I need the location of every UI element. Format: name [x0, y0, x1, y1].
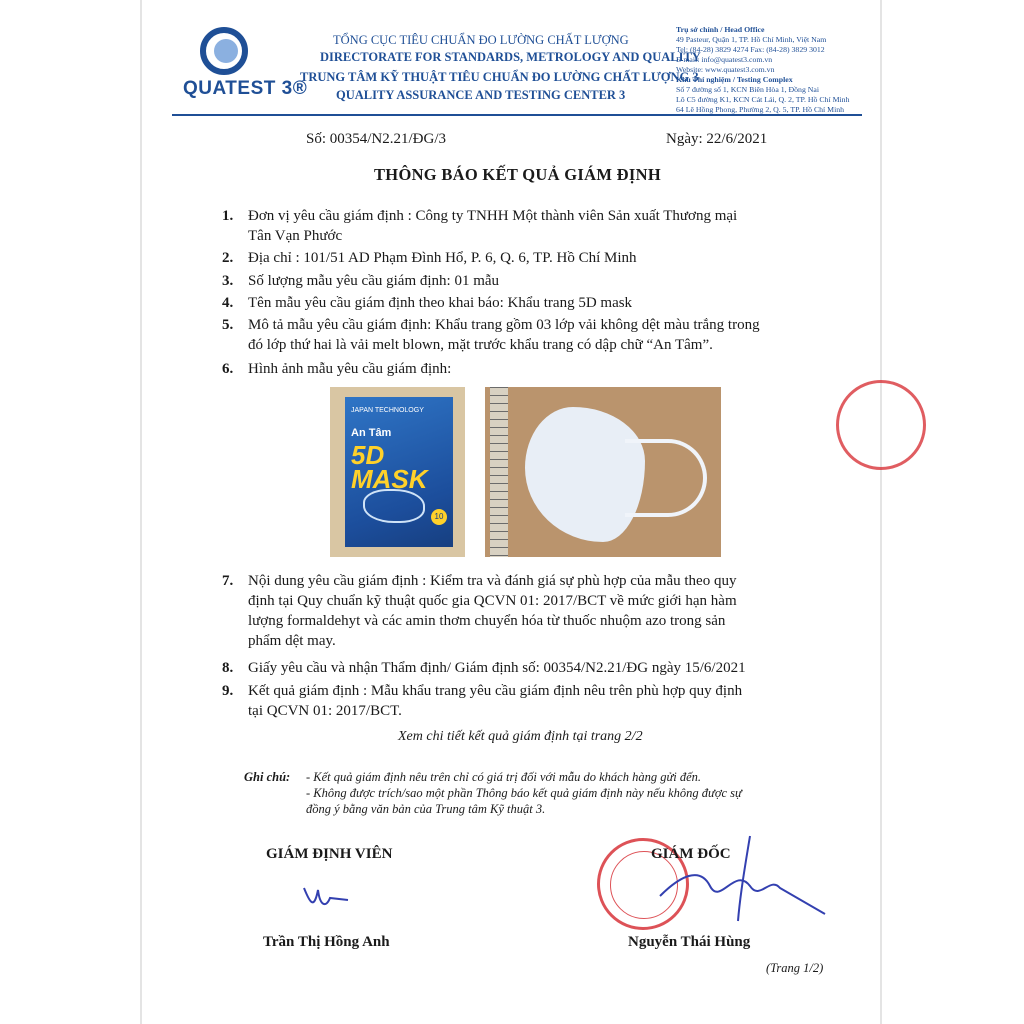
item-number: 6.	[222, 361, 234, 377]
item-3	[222, 271, 499, 291]
item-number: 9.	[222, 683, 234, 699]
document-title: THÔNG BÁO KẾT QUẢ GIÁM ĐỊNH	[374, 165, 661, 184]
quatest-logo-icon	[200, 27, 248, 75]
item-number: 7.	[222, 573, 234, 589]
note-line: - Kết quả giám định nêu trên chỉ có giá trị đối với mẫu do khách hàng gửi đến.	[306, 770, 702, 784]
item-7	[222, 571, 737, 651]
director-title: GIÁM ĐỐC	[651, 846, 731, 862]
see-more-note: Xem chi tiết kết quả giám định tại trang 2/2	[398, 729, 643, 744]
item-number: 1.	[222, 208, 234, 224]
item-4	[222, 293, 632, 313]
inspector-title: GIÁM ĐỊNH VIÊN	[266, 846, 393, 862]
item-6	[222, 359, 451, 379]
item-5	[222, 315, 760, 355]
mask-illustration-icon	[363, 489, 425, 523]
document-date: Ngày: 22/6/2021	[666, 131, 768, 147]
item-text: Địa chỉ : 101/51 AD Phạm Đình Hổ, P. 6, Q. 6, TP. Hồ Chí Minh	[248, 250, 637, 266]
mask-sample-photo	[485, 387, 721, 557]
item-number: 4.	[222, 295, 234, 311]
scan-edge	[140, 0, 142, 1024]
package-product: 5D MASK	[351, 440, 428, 494]
package-count: 10	[431, 509, 447, 525]
contact-line: Tel: (84-28) 3829 4274 Fax: (84-28) 3829 3012	[676, 45, 825, 54]
item-text: Mô tả mẫu yêu cầu giám định: Khẩu trang gồm 03 lớp vải không dệt màu trắng trong	[248, 317, 760, 333]
director-signature	[640, 826, 830, 926]
side-stamp	[836, 380, 926, 470]
document-number: Số: 00354/N2.21/ĐG/3	[306, 131, 447, 147]
contact-line: 49 Pasteur, Quận 1, TP. Hồ Chí Minh, Việt Nam	[676, 35, 827, 44]
ear-loop	[625, 439, 707, 517]
contact-line: Website: www.quatest3.com.vn	[676, 65, 775, 74]
item-number: 2.	[222, 250, 234, 266]
package-brand: An Tâm	[351, 427, 392, 439]
item-text: định tại Quy chuẩn kỹ thuật quốc gia QCVN 01: 2017/BCT về mức giới hạn hàm	[248, 593, 737, 609]
item-text: phẩm dệt may.	[248, 633, 336, 649]
item-number: 5.	[222, 317, 234, 333]
contact-line: Trụ sở chính / Head Office	[676, 25, 765, 34]
header-line-3: TRUNG TÂM KỸ THUẬT TIÊU CHUẨN ĐO LƯỜNG CHẤT LƯỢNG 3	[300, 70, 699, 84]
item-text: Số lượng mẫu yêu cầu giám định: 01 mẫu	[248, 273, 500, 289]
notes-label: Ghi chú:	[244, 770, 291, 784]
contact-line: Lô C5 đường K1, KCN Cát Lái, Q. 2, TP. Hồ Chí Minh	[676, 95, 850, 104]
logo-text: QUATEST 3®	[183, 78, 308, 99]
item-2	[222, 248, 637, 268]
item-8	[222, 658, 746, 678]
product-package-photo	[330, 387, 465, 557]
header-line-4: QUALITY ASSURANCE AND TESTING CENTER 3	[336, 88, 626, 102]
contact-line: Khu Thí nghiệm / Testing Complex	[676, 75, 793, 84]
item-text: đó lớp thứ hai là vải melt blown, mặt trước khẩu trang có dập chữ “An Tâm”.	[248, 337, 713, 353]
item-text: Hình ảnh mẫu yêu cầu giám định:	[248, 361, 452, 377]
contact-line: 64 Lê Hồng Phong, Phường 2, Q. 5, TP. Hồ Chí Minh	[676, 105, 845, 114]
package-box	[345, 397, 453, 547]
item-text: Kết quả giám định : Mẫu khẩu trang yêu cầu giám định nêu trên phù hợp quy định	[248, 683, 743, 699]
contact-line: E-mail: info@quatest3.com.vn	[676, 55, 773, 64]
header-line-1: TỔNG CỤC TIÊU CHUẨN ĐO LƯỜNG CHẤT LƯỢNG	[333, 33, 629, 47]
contact-block	[676, 25, 849, 115]
item-number: 3.	[222, 273, 234, 289]
item-text: Đơn vị yêu cầu giám định : Công ty TNHH Một thành viên Sản xuất Thương mại	[248, 208, 738, 224]
item-text: tại QCVN 01: 2017/BCT.	[248, 703, 402, 719]
item-text: Nội dung yêu cầu giám định : Kiểm tra và đánh giá sự phù hợp của mẫu theo quy	[248, 573, 737, 589]
item-text: Tên mẫu yêu cầu giám định theo khai báo: Khẩu trang 5D mask	[248, 295, 633, 311]
item-9	[222, 681, 742, 721]
page-number: (Trang 1/2)	[766, 961, 824, 975]
contact-line: Số 7 đường số 1, KCN Biên Hòa 1, Đồng Nai	[676, 85, 820, 94]
director-name: Nguyễn Thái Hùng	[628, 934, 751, 950]
item-text: lượng formaldehyt và các amin thơm chuyển hóa từ thuốc nhuộm azo trong sản	[248, 613, 726, 629]
inspector-name: Trần Thị Hồng Anh	[263, 934, 390, 950]
scan-edge	[880, 0, 882, 1024]
ruler	[490, 387, 508, 557]
header-divider	[172, 114, 862, 116]
item-1	[222, 206, 737, 246]
note-line: - Không được trích/sao một phần Thông báo kết quả giám định này nếu không được sự	[306, 786, 742, 800]
item-text: Giấy yêu cầu và nhận Thẩm định/ Giám định số: 00354/N2.21/ĐG ngày 15/6/2021	[248, 660, 746, 676]
package-label: JAPAN TECHNOLOGY	[351, 407, 424, 414]
header-line-2: DIRECTORATE FOR STANDARDS, METROLOGY AND QUALITY	[320, 50, 701, 64]
inspector-signature	[300, 878, 356, 918]
note-line: đồng ý bằng văn bản của Trung tâm Kỹ thuật 3.	[306, 802, 546, 816]
item-text: Tân Vạn Phước	[248, 228, 343, 244]
item-number: 8.	[222, 660, 234, 676]
